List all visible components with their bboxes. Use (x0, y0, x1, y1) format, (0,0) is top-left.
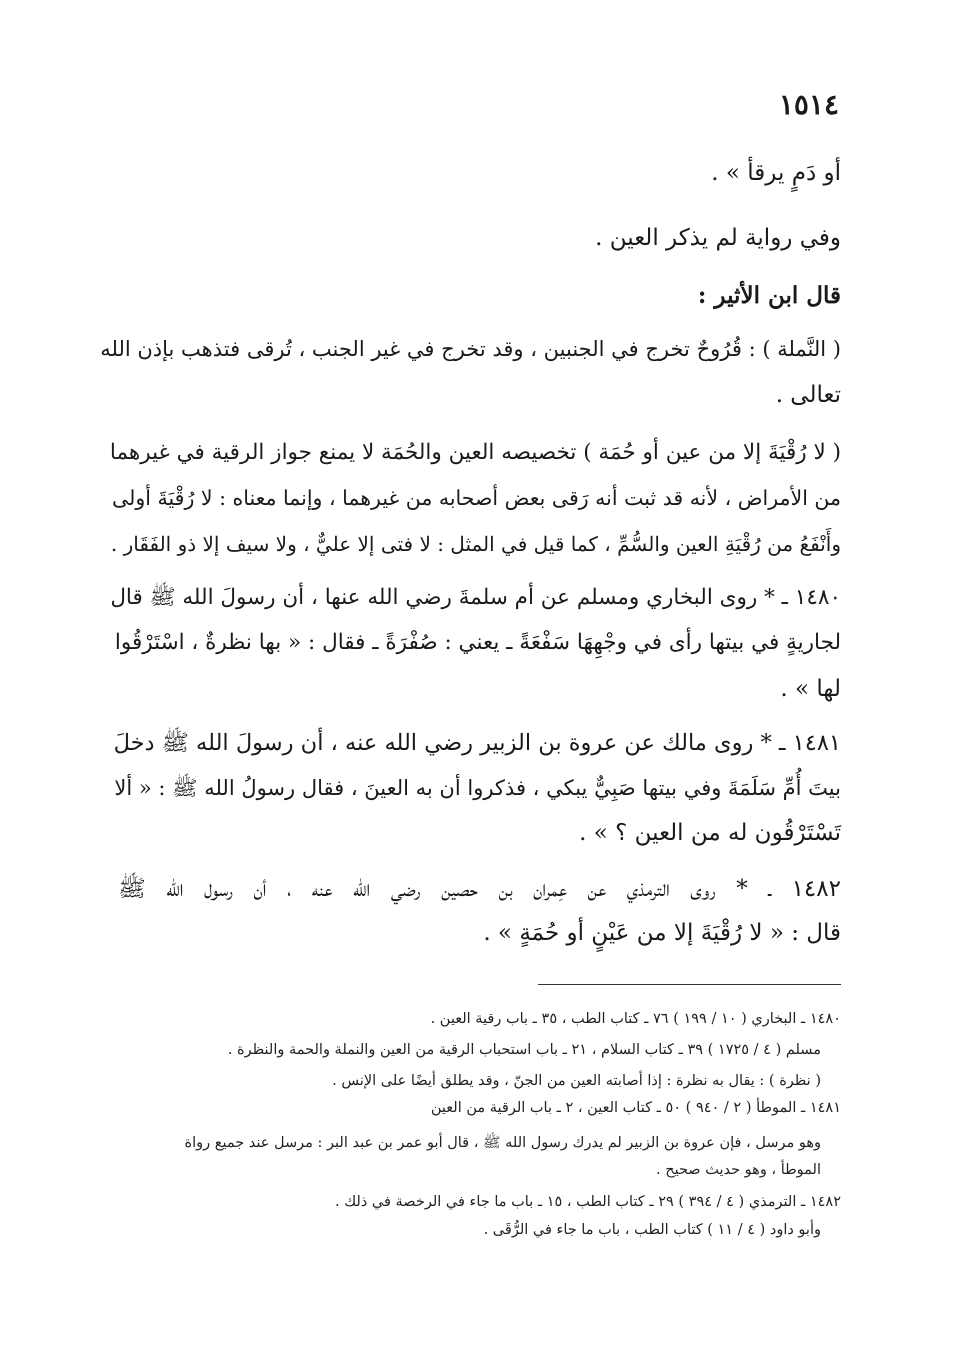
footnote-line: وأبو داود ( ٤ / ١١ ) كتاب الطب ، باب ما جاء في الرُّقَى . (483, 1222, 821, 1238)
hadith-1482-line: ١٤٨٢ ـ * روى الترمذي عن عِمران بن حصين رضي الله عنه ، أن رسول الله ﷺ (118, 876, 841, 902)
hadith-1481-line: بيتَ أُمِّ سَلَمَةَ وفي بيتها صَبِيٌّ يبكي ، فذكروا أن به العينَ ، فقال رسولُ الله ﷺ : « ألا (114, 776, 841, 800)
footnote-line: ١٤٨٢ ـ الترمذي ( ٤ / ٣٩٤ ) ٢٩ ـ كتاب الطب ، ١٥ ـ باب ما جاء في الرخصة في ذلك . (334, 1194, 841, 1210)
footnote-line: ١٤٨٠ ـ البخاري ( ١٠ / ١٩٩ ) ٧٦ ـ كتاب الطب ، ٣٥ ـ باب رقية العين . (430, 1011, 841, 1027)
text-line: من الأمراض ، لأنه قد ثبت أنه رَقى بعض أصحابه من غيرهما ، وإنما معناه : لا رُقْيَةَ أولى (112, 486, 841, 510)
text-line: وأَنْفَعُ من رُقْيَةِ العين والسُّمِّ ، كما قيل في المثل : لا فتى إلا عليٌّ ، ولا سيف إلا ذو الفَقَار . (110, 532, 841, 556)
hadith-1480-line: ١٤٨٠ ـ * روى البخاري ومسلم عن أم سلمةَ رضي الله عنها ، أن رسولَ الله ﷺ قال (110, 585, 841, 610)
footnote-line: ( نظرة ) : يقال به نظرة : إذا أصابته العين من الجنّ ، وقد يطلق أيضًا على الإنس . (332, 1073, 821, 1089)
hadith-1480-line: لجاريةٍ في بيتها رأى في وجْهِهَا سَفْعَةً ـ يعني : صُفْرَةً ـ فقال : « بها نظرةٌ ، اسْتَرْقُوا (114, 630, 841, 655)
text-line: وفي رواية لم يذكر العين . (595, 225, 841, 251)
text-line: ( لا رُقْيَةَ إلا من عين أو حُمَة ) تخصيصه العين والحُمَة لا يمنع جواز الرقية في غيرهما (109, 440, 841, 465)
footnote-line: وهو مرسل ، فإن عروة بن الزبير لم يدرك رسول الله ﷺ ، قال أبو عمر بن عبد البر : مرسل عند جميع رواة (184, 1135, 821, 1151)
hadith-1481-line: ١٤٨١ ـ * روى مالك عن عروة بن الزبير رضي الله عنه ، أن رسولَ الله ﷺ دخلَ (113, 730, 841, 756)
footnote-line: مسلم ( ٤ / ١٧٢٥ ) ٣٩ ـ كتاب السلام ، ٢١ ـ باب استحباب الرقية من العين والنملة والحمة والنظرة . (227, 1042, 821, 1058)
footnote-line: الموطأ ، وهو حديث صحيح . (655, 1162, 821, 1178)
text-line: أو دَمٍ يرقأ » . (711, 160, 841, 186)
footnote-divider (538, 984, 841, 985)
hadith-1480-line: لها » . (780, 676, 841, 702)
hadith-1481-line: تَسْتَرْقُون له من العين ؟ » . (579, 820, 841, 846)
footnote-line: ١٤٨١ ـ الموطأ ( ٢ / ٩٤٠ ) ٥٠ ـ كتاب العين ، ٢ ـ باب الرقية من العين (430, 1100, 841, 1116)
page-number: ١٥١٤ (778, 88, 839, 121)
text-line: تعالى . (775, 382, 841, 408)
section-heading: قال ابن الأثير : (697, 282, 841, 309)
text-line: ( النَّملة ) : قُرُوحٌ تخرج في الجنبين ، وقد تخرج في غير الجنب ، تُرقى فتذهب بإذن الله (100, 337, 841, 361)
hadith-1482-line: قال : « لا رُقْيَةَ إلا من عَيْنٍ أو حُمَةٍ » . (483, 920, 841, 946)
